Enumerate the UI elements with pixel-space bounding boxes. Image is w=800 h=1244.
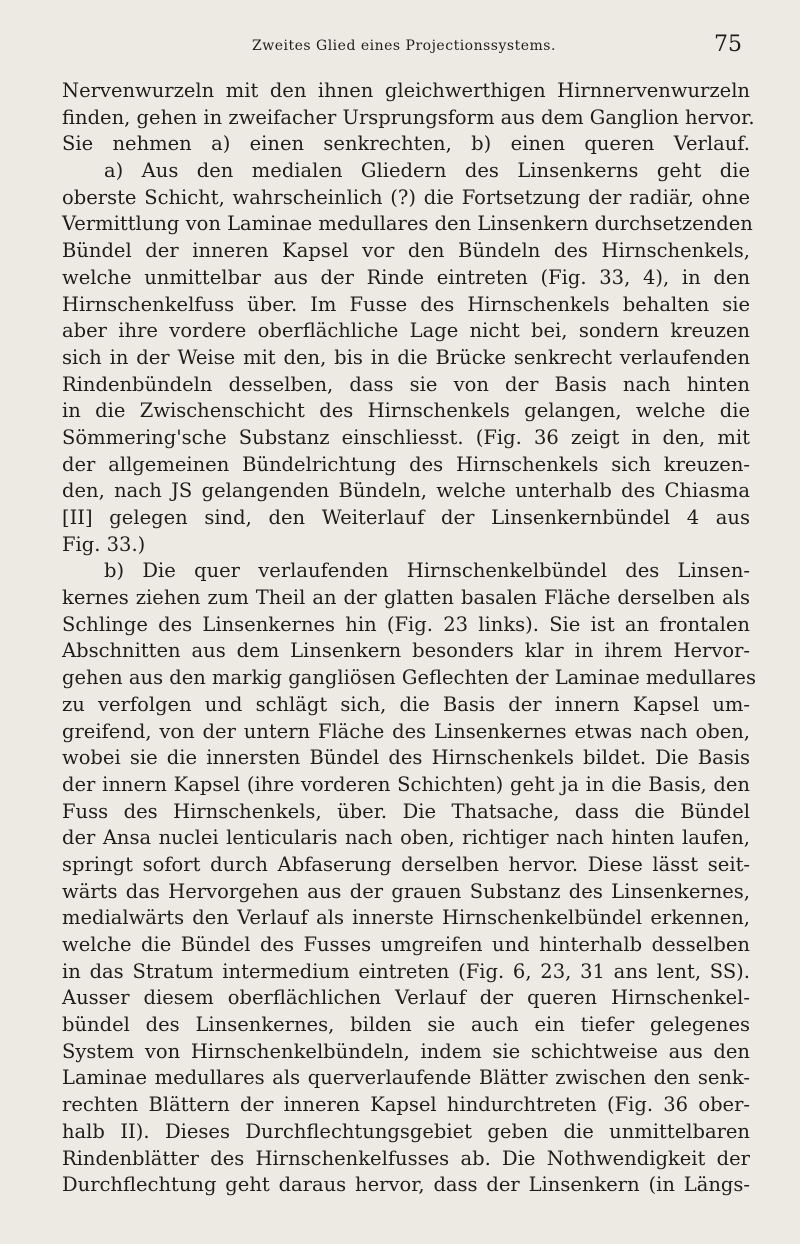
text-line: der Ansa nuclei lenticularis nach oben, richtiger nach hinten laufen,	[62, 826, 750, 850]
text-line: der innern Kapsel (ihre vorderen Schichten) geht ja in die Basis, den	[62, 772, 750, 796]
text-line: medialwärts den Verlauf als innerste Hirnschenkelbündel erkennen,	[62, 906, 750, 930]
page-header	[62, 28, 750, 64]
text-line: Fig. 33.)	[62, 532, 146, 556]
running-title: Zweites Glied eines Projectionssystems.	[252, 38, 556, 54]
text-line: Sie nehmen a) einen senkrechten, b) einen queren Verlauf.	[62, 132, 750, 156]
text-line: finden, gehen in zweifacher Ursprungsform aus dem Ganglion hervor.	[62, 105, 755, 129]
text-line: Bündel der inneren Kapsel vor den Bündeln des Hirnschenkels,	[62, 239, 750, 263]
text-line: zu verfolgen und schlägt sich, die Basis der innern Kapsel um-	[62, 692, 750, 716]
text-line: Laminae medullares als querverlaufende Blätter zwischen den senk-	[62, 1066, 750, 1090]
text-line: den, nach JS gelangenden Bündeln, welche unterhalb des Chiasma	[62, 479, 750, 503]
text-line: gehen aus den markig gangliösen Geflechten der Laminae medullares	[62, 666, 756, 690]
text-line: wärts das Hervorgehen aus der grauen Substanz des Linsenkernes,	[62, 879, 750, 903]
text-line: Abschnitten aus dem Linsenkern besonders klar in ihrem Hervor-	[62, 639, 750, 663]
text-line: a) Aus den medialen Gliedern des Linsenkerns geht die	[104, 159, 750, 183]
text-line: Durchflechtung geht daraus hervor, dass der Linsenkern (in Längs-	[62, 1173, 750, 1197]
text-line: Schlinge des Linsenkernes hin (Fig. 23 links). Sie ist an frontalen	[62, 612, 750, 636]
text-line: wobei sie die innersten Bündel des Hirnschenkels bildet. Die Basis	[62, 746, 750, 770]
text-line: greifend, von der untern Fläche des Linsenkernes etwas nach oben,	[62, 719, 750, 743]
text-line: sich in der Weise mit den, bis in die Brücke senkrecht verlaufenden	[62, 345, 750, 369]
text-line: Hirnschenkelfuss über. Im Fusse des Hirnschenkels behalten sie	[62, 292, 750, 316]
text-line: in das Stratum intermedium eintreten (Fig. 6, 23, 31 ans lent, SS).	[62, 959, 750, 983]
text-line: Fuss des Hirnschenkels, über. Die Thatsache, dass die Bündel	[62, 799, 750, 823]
text-line: Vermittlung von Laminae medullares den Linsenkern durchsetzenden	[62, 212, 753, 236]
text-line: b) Die quer verlaufenden Hirnschenkelbündel des Linsen-	[104, 559, 750, 583]
text-line: oberste Schicht, wahrscheinlich (?) die Fortsetzung der radiär, ohne	[62, 185, 750, 209]
text-line: Nervenwurzeln mit den ihnen gleichwerthigen Hirnnervenwurzeln	[62, 79, 750, 102]
page-number: 75	[714, 32, 742, 57]
text-line: kernes ziehen zum Theil an der glatten basalen Fläche derselben als	[62, 586, 750, 610]
text-line: der allgemeinen Bündelrichtung des Hirnschenkels sich kreuzen-	[62, 452, 750, 476]
text-line: rechten Blättern der inneren Kapsel hindurchtreten (Fig. 36 ober-	[62, 1093, 750, 1117]
text-line: in die Zwischenschicht des Hirnschenkels gelangen, welche die	[62, 399, 750, 423]
text-line: Ausser diesem oberflächlichen Verlauf der queren Hirnschenkel-	[62, 986, 750, 1010]
text-line: welche unmittelbar aus der Rinde eintreten (Fig. 33, 4), in den	[62, 265, 750, 289]
text-line: aber ihre vordere oberflächliche Lage nicht bei, sondern kreuzen	[62, 319, 750, 343]
text-line: [II] gelegen sind, den Weiterlauf der Linsenkernbündel 4 aus	[62, 506, 750, 529]
text-line: Rindenbündeln desselben, dass sie von der Basis nach hinten	[62, 372, 750, 396]
text-line: springt sofort durch Abfaserung derselben hervor. Diese lässt seit-	[62, 852, 750, 876]
text-line: welche die Bündel des Fusses umgreifen und hinterhalb desselben	[62, 933, 750, 956]
text-line: halb II). Dieses Durchflechtungsgebiet geben die unmittelbaren	[62, 1119, 750, 1143]
body-text	[62, 78, 756, 1199]
text-line: bündel des Linsenkernes, bilden sie auch ein tiefer gelegenes	[62, 1013, 750, 1037]
text-line: Sömmering'sche Substanz einschliesst. (Fig. 36 zeigt in den, mit	[62, 425, 750, 449]
text-line: System von Hirnschenkelbündeln, indem sie schichtweise aus den	[62, 1039, 750, 1063]
text-line: Rindenblätter des Hirnschenkelfusses ab. Die Nothwendigkeit der	[62, 1146, 750, 1170]
